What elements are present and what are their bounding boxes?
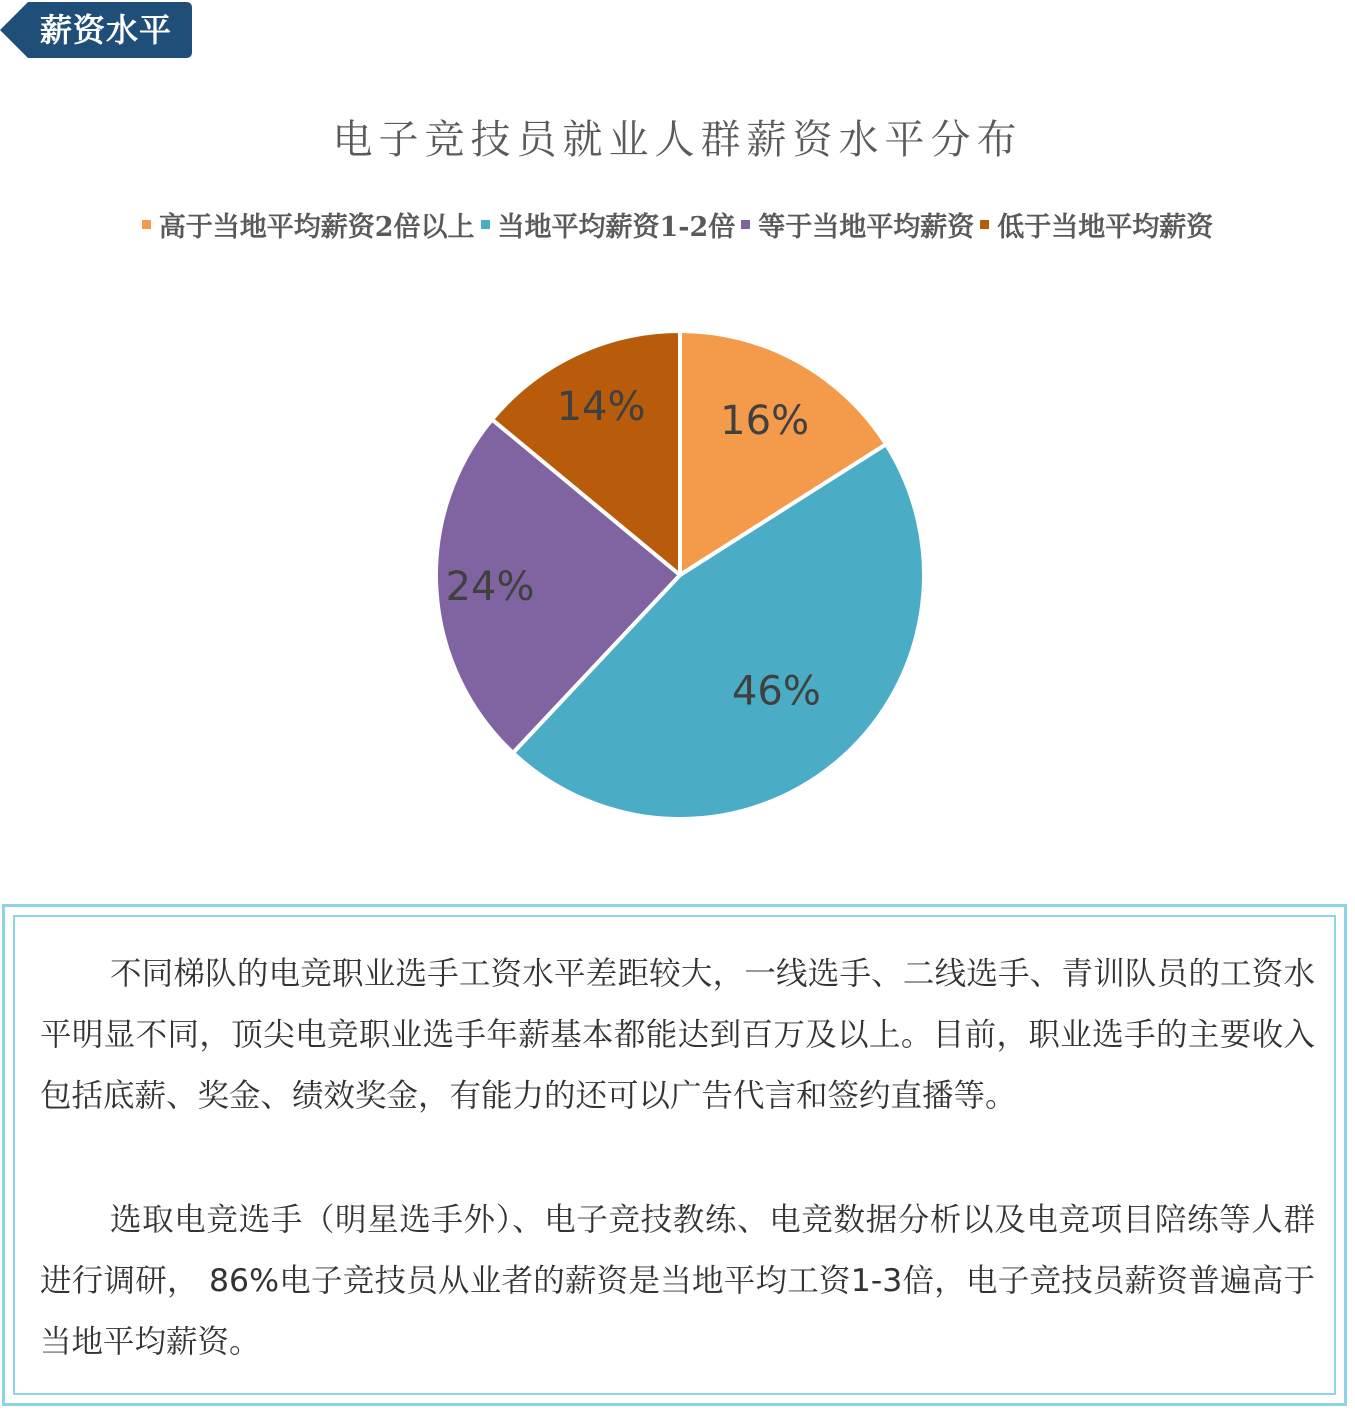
pie-data-label: 14%: [556, 384, 646, 431]
pie-svg: [0, 250, 1355, 880]
paragraph-2: 选取电竞选手（明星选手外）、电子竞技教练、电竞数据分析以及电竞项目陪练等人群进行调研， 86%电子竞技员从业者的薪资是当地平均工资1-3倍，电子竞技员薪资普遍高于当地平均薪资。: [40, 1202, 1315, 1360]
chart-legend: [0, 200, 1355, 248]
pie-data-label: 46%: [731, 668, 821, 715]
section-tag-label: 薪资水平: [40, 11, 173, 49]
legend-item-1-2x: [481, 205, 736, 244]
legend-label: 高于当地平均薪资2倍以上: [158, 211, 475, 243]
section-tag: [0, 0, 192, 60]
legend-label: 当地平均薪资1-2倍: [497, 211, 736, 243]
pie-chart: [0, 250, 1355, 880]
pie-data-label: 16%: [720, 398, 810, 445]
legend-label: 等于当地平均薪资: [758, 211, 975, 243]
legend-swatch: [142, 220, 151, 229]
paragraph-1: 不同梯队的电竞职业选手工资水平差距较大，一线选手、二线选手、青训队员的工资水平明显不同，顶尖电竞职业选手年薪基本都能达到百万及以上。目前，职业选手的主要收入包括底薪、奖金、绩效奖金，有能力的还可以广告代言和签约直播等。: [40, 956, 1315, 1114]
legend-item-equal: [741, 205, 974, 244]
legend-item-below: [980, 205, 1213, 244]
chart-title: 电子竞技员就业人群薪资水平分布: [332, 117, 1023, 163]
legend-item-above-2x: [142, 205, 475, 244]
legend-swatch: [481, 220, 490, 229]
pie-data-label: 24%: [445, 563, 535, 610]
legend-swatch: [980, 220, 989, 229]
legend-swatch: [741, 220, 750, 229]
legend-label: 低于当地平均薪资: [997, 211, 1214, 243]
